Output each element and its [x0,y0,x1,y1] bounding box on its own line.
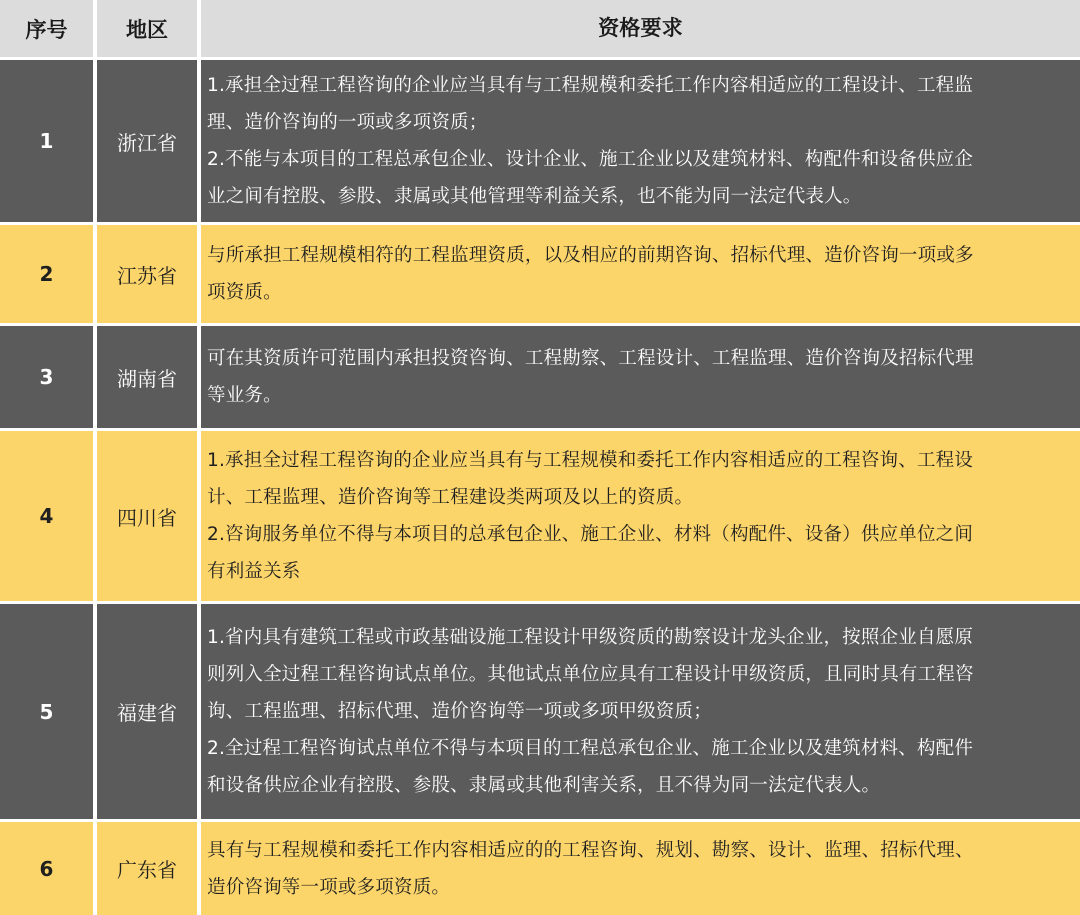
table-row [0,822,1080,915]
row-region: 广东省 [97,822,197,915]
header-region: 地区 [97,0,197,57]
requirement-line: 2.不能与本项目的工程总承包企业、设计企业、施工企业以及建筑材料、构配件和设备供应企 [207,149,974,170]
requirement-line: 造价咨询等一项或多项资质。 [207,876,451,898]
row-number: 4 [0,431,93,601]
header-requirement: 资格要求 [201,0,1080,57]
table-header-row [0,0,1080,57]
row-number: 1 [0,60,93,222]
requirement-line: 项资质。 [207,282,282,303]
requirement-line: 2.咨询服务单位不得与本项目的总承包企业、施工企业、材料（构配件、设备）供应单位之间 [207,524,974,545]
row-region: 湖南省 [97,326,197,428]
row-number: 6 [0,822,93,915]
row-requirement [201,225,1080,323]
row-region: 福建省 [97,604,197,819]
row-requirement [201,326,1080,428]
requirement-line: 1.承担全过程工程咨询的企业应当具有与工程规模和委托工作内容相适应的工程咨询、工程设 [207,450,974,471]
header-no: 序号 [0,0,93,57]
row-region: 四川省 [97,431,197,601]
row-number: 5 [0,604,93,819]
table-row [0,225,1080,323]
requirement-line: 计、工程监理、造价咨询等工程建设类两项及以上的资质。 [207,487,694,508]
row-region: 浙江省 [97,60,197,222]
requirement-line: 理、造价咨询的一项或多项资质； [207,112,488,133]
requirement-line: 具有与工程规模和委托工作内容相适应的的工程咨询、规划、勘察、设计、监理、招标代理、 [207,839,974,861]
row-requirement [201,431,1080,601]
table-row [0,326,1080,428]
requirement-line: 询、工程监理、招标代理、造价咨询等一项或多项甲级资质； [207,701,712,722]
requirement-line: 2.全过程工程咨询试点单位不得与本项目的工程总承包企业、施工企业以及建筑材料、构配件 [207,738,974,759]
requirement-line: 和设备供应企业有控股、参股、隶属或其他利害关系，且不得为同一法定代表人。 [207,775,881,796]
requirement-line: 1.承担全过程工程咨询的企业应当具有与工程规模和委托工作内容相适应的工程设计、工程监 [207,75,974,96]
requirement-line: 1.省内具有建筑工程或市政基础设施工程设计甲级资质的勘察设计龙头企业，按照企业自愿原 [207,627,974,648]
row-region: 江苏省 [97,225,197,323]
row-number: 3 [0,326,93,428]
table-row [0,431,1080,601]
requirement-line: 业之间有控股、参股、隶属或其他管理等利益关系，也不能为同一法定代表人。 [207,186,862,207]
requirement-line: 可在其资质许可范围内承担投资咨询、工程勘察、工程设计、工程监理、造价咨询及招标代理 [207,348,974,369]
table-row [0,60,1080,222]
requirement-line: 与所承担工程规模相符的工程监理资质，以及相应的前期咨询、招标代理、造价咨询一项或多 [207,245,974,266]
row-requirement [201,822,1080,915]
row-requirement [201,60,1080,222]
requirement-line: 则列入全过程工程咨询试点单位。其他试点单位应具有工程设计甲级资质，且同时具有工程咨 [207,664,974,685]
row-number: 2 [0,225,93,323]
requirement-line: 等业务。 [207,385,282,406]
table-row [0,604,1080,819]
requirement-line: 有利益关系 [207,561,301,582]
row-requirement [201,604,1080,819]
